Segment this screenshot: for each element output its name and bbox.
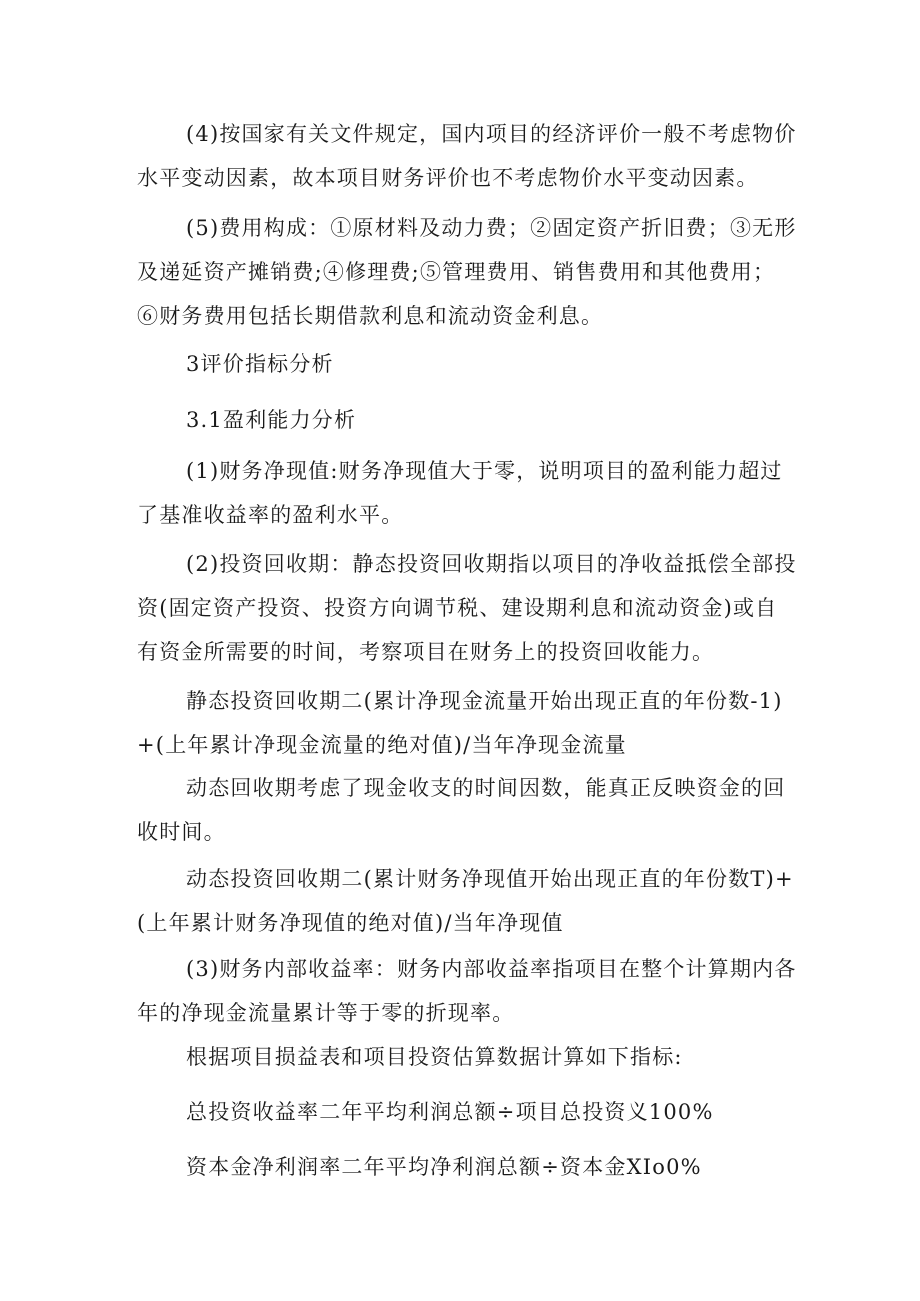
paragraph-indicator-intro: 根据项目损益表和项目投资估算数据计算如下指标: [186, 1045, 683, 1069]
paragraph-price-factors: (4)按国家有关文件规定，国内项目的经济评价一般不考虑物价水平变动因素，故本项目财务评价也不考虑物价水平变动因素。 [137, 122, 797, 190]
formula-dynamic-payback: 动态投资回收期二(累计财务净现值开始出现正直的年份数T)+(上年累计财务净现值的绝对值)/当年净现值 [137, 867, 794, 935]
formula-capital-net-profit-rate: 资本金净利润率二年平均净利润总额÷资本金XIo0% [186, 1155, 702, 1179]
formula-static-payback: 静态投资回收期二(累计净现金流量开始出现正直的年份数-1)+(上年累计净现金流量的绝对值)/当年净现金流量 [137, 689, 783, 757]
heading-evaluation-indicators: 3评价指标分析 [186, 352, 334, 376]
heading-profitability-analysis: 3.1盈利能力分析 [186, 408, 357, 432]
paragraph-npv: (1)财务净现值:财务净现值大于零，说明项目的盈利能力超过了基准收益率的盈利水平。 [137, 459, 783, 527]
paragraph-dynamic-payback: 动态回收期考虑了现金收支的时间因数，能真正反映资金的回收时间。 [137, 776, 786, 844]
paragraph-payback-period: (2)投资回收期：静态投资回收期指以项目的净收益抵偿全部投资(固定资产投资、投资方向调节税、建设期利息和流动资金)或自有资金所需要的时间，考察项目在财务上的投资回收能力。 [137, 552, 797, 664]
formula-total-investment-return: 总投资收益率二年平均利润总额÷项目总投资义100% [186, 1100, 714, 1124]
paragraph-irr: (3)财务内部收益率：财务内部收益率指项目在整个计算期内各年的净现金流量累计等于零的折现率。 [137, 957, 797, 1025]
paragraph-cost-composition: (5)费用构成：①原材料及动力费；②固定资产折旧费；③无形及递延资产摊销费;④修理费;⑤管理费用、销售费用和其他费用；⑥财务费用包括长期借款利息和流动资金利息。 [137, 216, 797, 328]
